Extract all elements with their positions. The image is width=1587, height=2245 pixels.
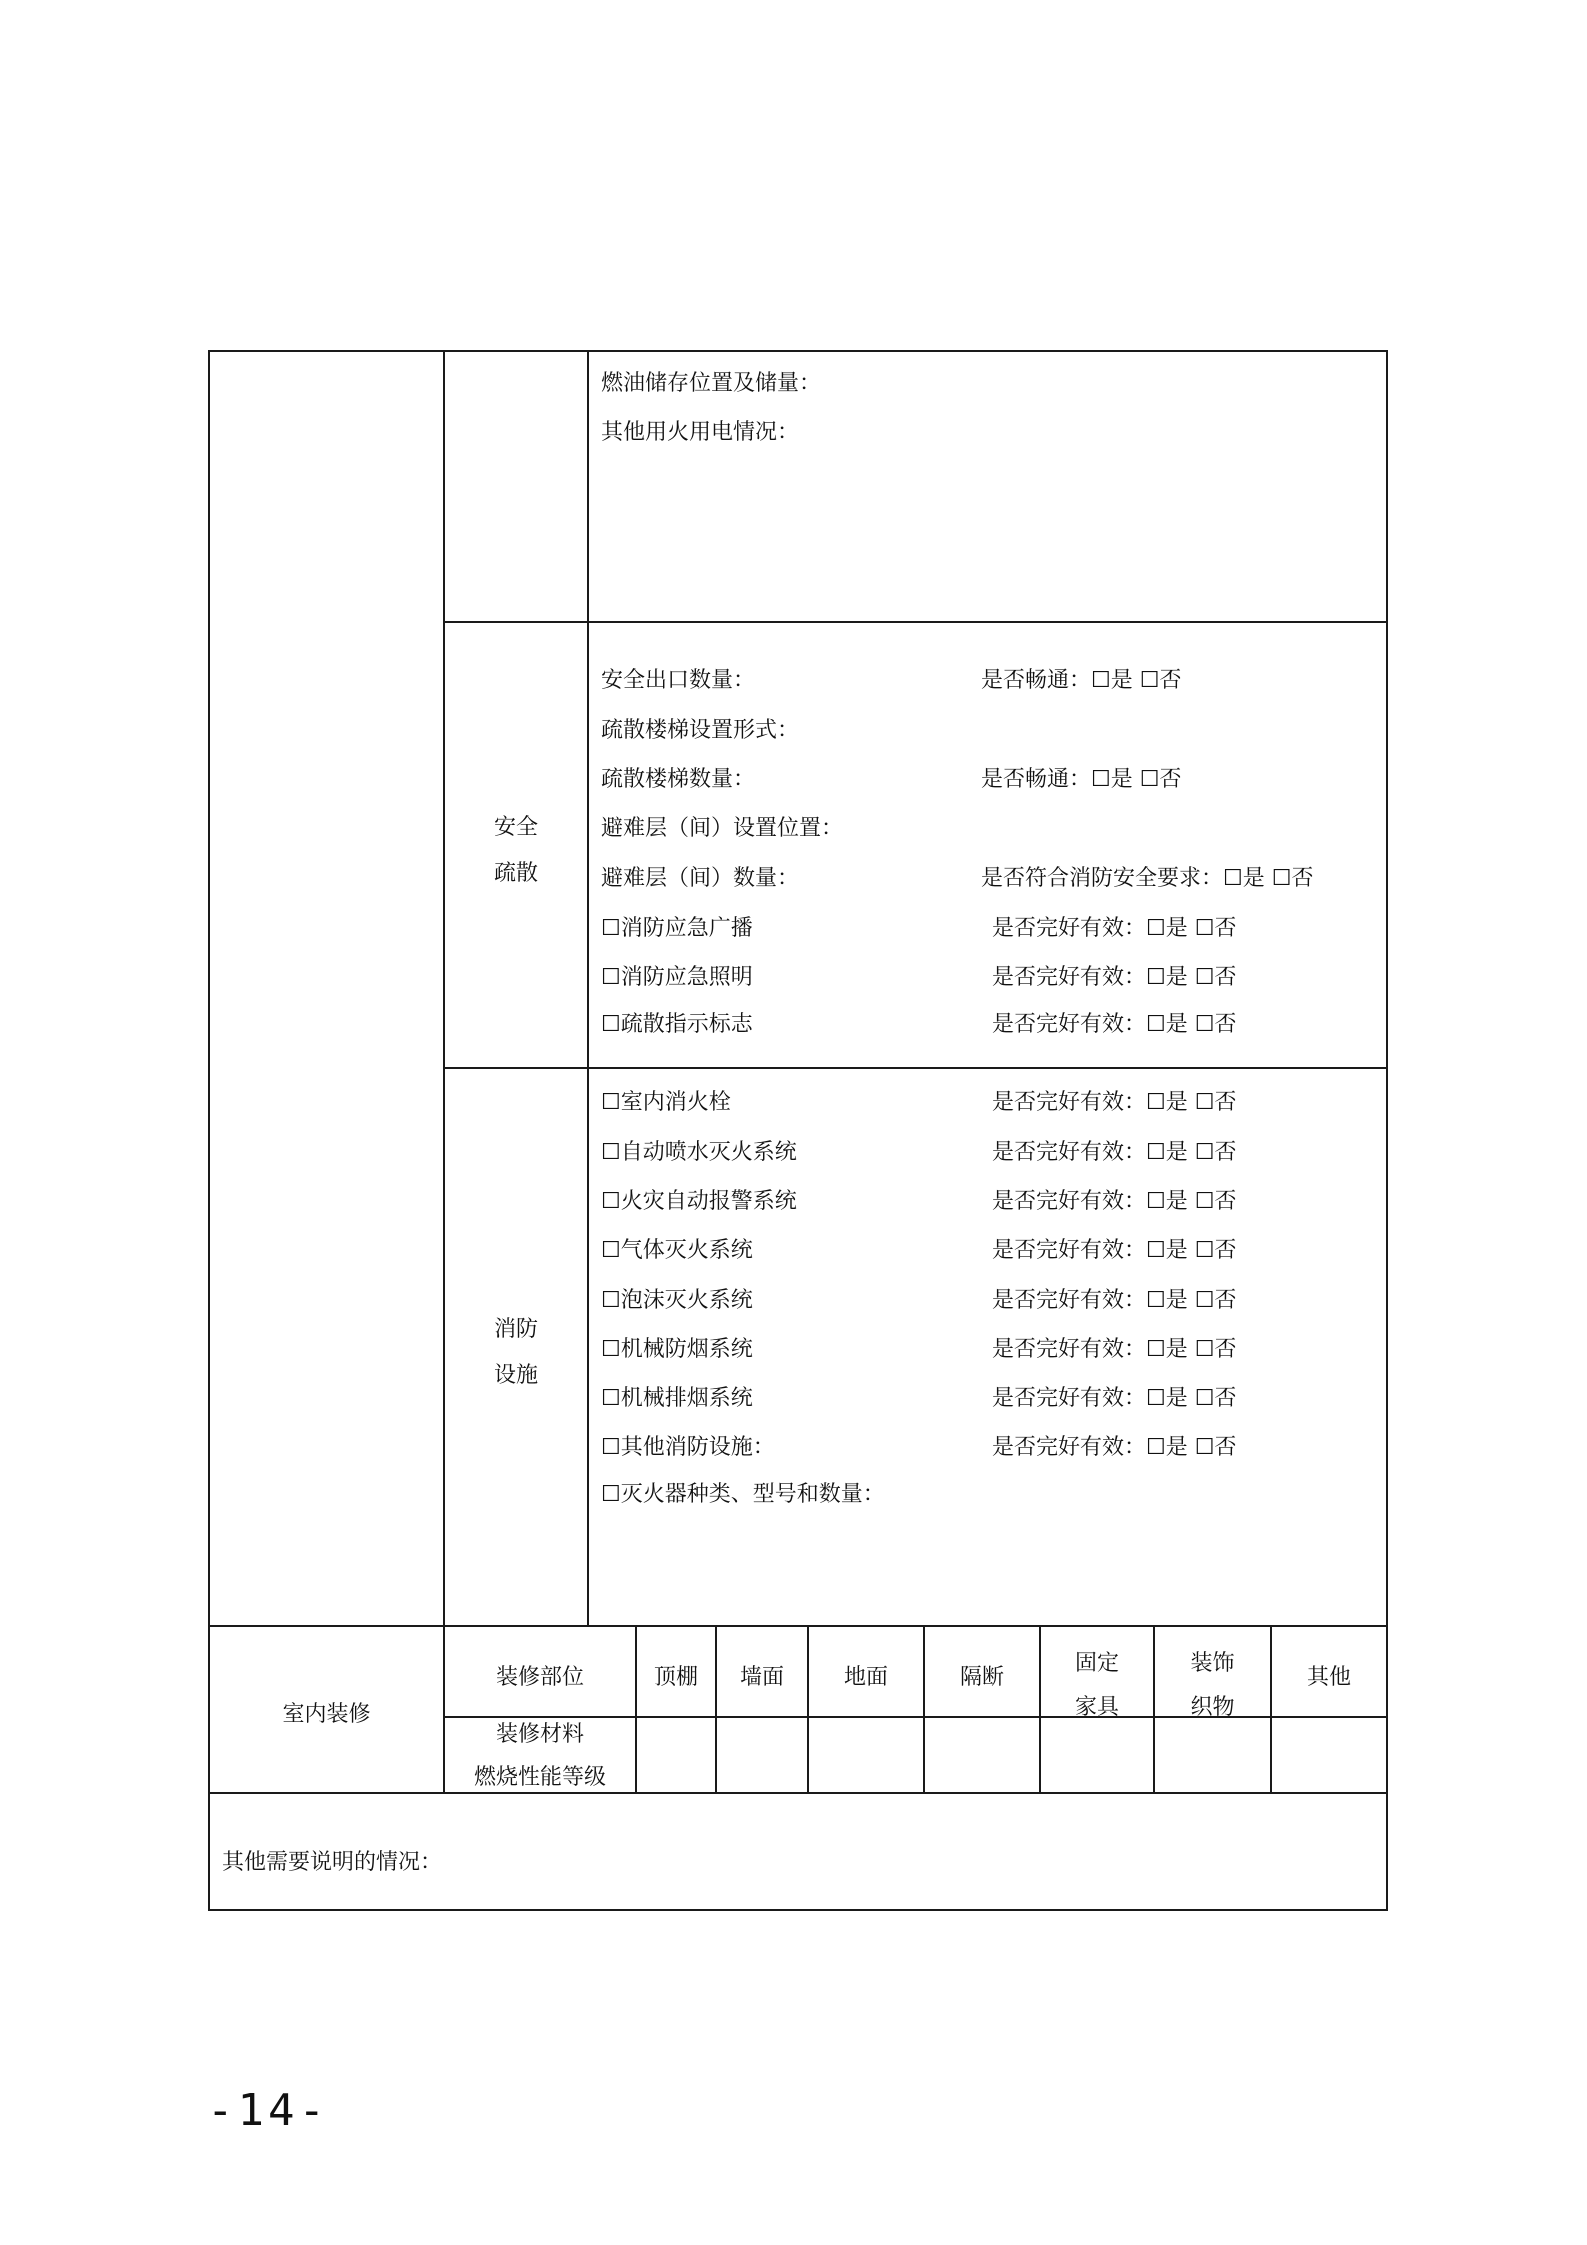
smoke-exhaust-status[interactable]: 是否完好有效：☐是 ☐否 — [992, 1386, 1237, 1411]
fuel-storage-label: 燃油储存位置及储量： — [601, 371, 822, 396]
evac-sign-checkbox[interactable]: ☐疏散指示标志 — [601, 1012, 753, 1037]
exit-clear-check[interactable]: 是否畅通：☐是 ☐否 — [981, 668, 1182, 693]
indoor-hydrant-checkbox[interactable]: ☐室内消火栓 — [601, 1090, 731, 1115]
emergency-broadcast-status[interactable]: 是否完好有效：☐是 ☐否 — [992, 916, 1237, 941]
table-border-right — [1386, 350, 1388, 1911]
sprinkler-status[interactable]: 是否完好有效：☐是 ☐否 — [992, 1140, 1237, 1165]
row-divider-facilities — [443, 1067, 1388, 1069]
row-divider-decoration — [208, 1625, 1388, 1627]
rating-cell-other[interactable] — [1272, 1718, 1386, 1792]
evac-category-label-1: 安全 — [494, 815, 539, 840]
col-divider-content — [587, 350, 589, 1627]
rating-cell-fixed-furniture[interactable] — [1041, 1718, 1153, 1792]
sprinkler-checkbox[interactable]: ☐自动喷水灭火系统 — [601, 1140, 797, 1165]
rating-cell-ceiling[interactable] — [637, 1718, 715, 1792]
decoration-part-header: 装修部位 — [495, 1665, 584, 1690]
smoke-prevention-status[interactable]: 是否完好有效：☐是 ☐否 — [992, 1337, 1237, 1362]
part-decorative-fabric: 装饰 织物 — [1190, 1651, 1235, 1720]
other-facilities-checkbox[interactable]: ☐其他消防设施： — [601, 1435, 775, 1460]
fire-alarm-status[interactable]: 是否完好有效：☐是 ☐否 — [992, 1189, 1237, 1214]
col-divider-category — [443, 350, 445, 1794]
refuge-location-label: 避难层（间）设置位置： — [601, 816, 844, 841]
other-fire-power-label: 其他用火用电情况： — [601, 420, 800, 445]
refuge-compliant-check[interactable]: 是否符合消防安全要求：☐是 ☐否 — [981, 866, 1314, 891]
page-number: -14- — [207, 2085, 329, 2136]
indoor-hydrant-status[interactable]: 是否完好有效：☐是 ☐否 — [992, 1090, 1237, 1115]
facilities-category-label-2: 设施 — [494, 1363, 539, 1388]
stair-form-label: 疏散楼梯设置形式： — [601, 718, 800, 743]
smoke-exhaust-checkbox[interactable]: ☐机械排烟系统 — [601, 1386, 753, 1411]
gas-suppression-status[interactable]: 是否完好有效：☐是 ☐否 — [992, 1238, 1237, 1263]
part-floor: 地面 — [843, 1665, 888, 1690]
decoration-material-label-2: 燃烧性能等级 — [473, 1765, 606, 1790]
facilities-category-label-1: 消防 — [494, 1317, 539, 1342]
evac-category-label-2: 疏散 — [494, 861, 539, 886]
row-divider-evac — [443, 621, 1388, 623]
exit-count-label: 安全出口数量： — [601, 668, 756, 693]
fire-alarm-checkbox[interactable]: ☐火灾自动报警系统 — [601, 1189, 797, 1214]
part-wall: 墙面 — [739, 1665, 784, 1690]
foam-suppression-checkbox[interactable]: ☐泡沫灭火系统 — [601, 1288, 753, 1313]
rating-cell-partition[interactable] — [925, 1718, 1039, 1792]
part-other: 其他 — [1306, 1665, 1351, 1690]
part-partition: 隔断 — [959, 1665, 1004, 1690]
foam-suppression-status[interactable]: 是否完好有效：☐是 ☐否 — [992, 1288, 1237, 1313]
stair-clear-check[interactable]: 是否畅通：☐是 ☐否 — [981, 767, 1182, 792]
decoration-category-label: 室内装修 — [282, 1702, 371, 1727]
emergency-lighting-status[interactable]: 是否完好有效：☐是 ☐否 — [992, 965, 1237, 990]
evac-sign-status[interactable]: 是否完好有效：☐是 ☐否 — [992, 1012, 1237, 1037]
other-facilities-status[interactable]: 是否完好有效：☐是 ☐否 — [992, 1435, 1237, 1460]
refuge-count-label: 避难层（间）数量： — [601, 866, 800, 891]
smoke-prevention-checkbox[interactable]: ☐机械防烟系统 — [601, 1337, 753, 1362]
part-fixed-furniture: 固定 家具 — [1074, 1651, 1119, 1720]
table-border-left — [208, 350, 210, 1911]
emergency-broadcast-checkbox[interactable]: ☐消防应急广播 — [601, 916, 753, 941]
rating-cell-wall[interactable] — [717, 1718, 807, 1792]
rating-cell-floor[interactable] — [809, 1718, 923, 1792]
other-notes-label: 其他需要说明的情况： — [222, 1850, 443, 1875]
decoration-material-label-1: 装修材料 — [495, 1722, 584, 1747]
table-border-bottom — [208, 1909, 1388, 1911]
extinguisher-checkbox[interactable]: ☐灭火器种类、型号和数量： — [601, 1482, 885, 1507]
emergency-lighting-checkbox[interactable]: ☐消防应急照明 — [601, 965, 753, 990]
part-ceiling: 顶棚 — [653, 1665, 698, 1690]
stair-count-label: 疏散楼梯数量： — [601, 767, 756, 792]
table-border-top — [208, 350, 1388, 352]
row-divider-notes — [208, 1792, 1388, 1794]
rating-cell-decorative-fabric[interactable] — [1155, 1718, 1270, 1792]
gas-suppression-checkbox[interactable]: ☐气体灭火系统 — [601, 1238, 753, 1263]
